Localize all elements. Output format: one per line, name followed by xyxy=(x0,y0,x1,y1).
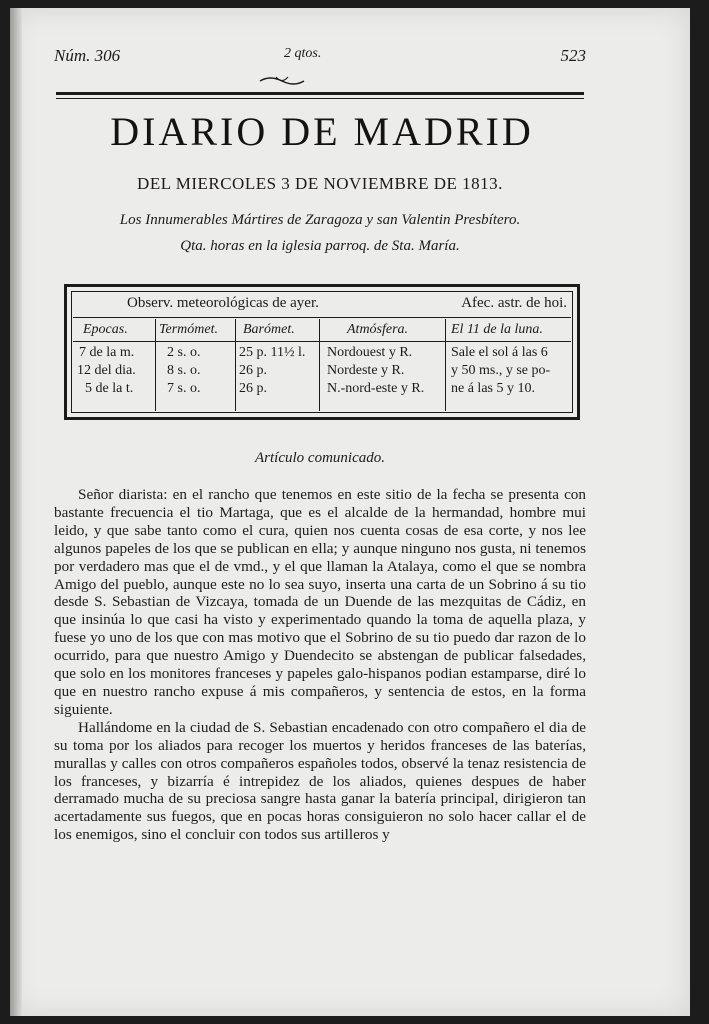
weather-cell: 25 p. 11½ l. xyxy=(239,345,306,360)
weather-cell: 7 de la m. xyxy=(79,345,135,360)
page-spine xyxy=(10,8,22,1016)
weather-cell: 26 p. xyxy=(239,363,267,378)
weather-cell: N.-nord-este y R. xyxy=(327,381,425,396)
weather-cell: Nordeste y R. xyxy=(327,363,405,378)
header-rule xyxy=(56,92,584,99)
weather-cell: 2 s. o. xyxy=(167,345,201,360)
astro-line: Sale el sol á las 6 xyxy=(451,345,548,360)
article-paragraph: Señor diarista: en el rancho que tenemos en este sitio de la fecha se presenta con bastante frecuencia el tio Martaga, que es el alcalde de la hermandad, hombre mui leido, y que sabe tanto como el cura, quien nos cuenta cosas de esa corte, y nos lee algunos papeles de los que se publican en ella; y aunque ninguno nos gusta, ni tenemos por verdadero mas que el de vmd., y el que llaman la Atalaya, como el que se nombra Amigo del pueblo, aunque este no lo sea suyo, inserta una carta de un Sobrino á su tio desde S. Sebastian de Vizcaya, tomada de un Duende de las mezquitas de Cádiz, en que insinúa lo que casi ha visto y experimentado quando la toma de aquella plaza, y fuese yo uno de los que con mas motivo que el Sobrino de su tio puedo dar razon de lo ocurrido, para que nuestro Amigo y Duendecito se abstengan de publicar falsedades, que solo en los monitores franceses y papeles galo-hispanos podian estamparse, diré lo que en nuestro rancho expuse á mis compañeros, y sentencia de estos, en la forma siguiente. xyxy=(54,486,586,718)
weather-cell: 7 s. o. xyxy=(167,381,201,396)
weather-table xyxy=(64,284,580,420)
issue-price: 2 qtos. xyxy=(284,46,322,61)
weather-col-divider xyxy=(319,319,320,411)
weather-col-divider xyxy=(235,319,236,411)
weather-col-divider xyxy=(155,319,156,411)
weather-header-epocas: Epocas. xyxy=(83,322,128,337)
weather-header-moon: El 11 de la luna. xyxy=(451,322,543,337)
weather-header-barometer: Barómet. xyxy=(243,322,295,337)
article-title: Artículo comunicado. xyxy=(255,450,385,466)
weather-header-thermometer: Termómet. xyxy=(159,322,218,337)
weather-table-title: Observ. meteorológicas de ayer. xyxy=(127,295,319,311)
page-header xyxy=(54,46,586,72)
saints-of-day: Los Innumerables Mártires de Zaragoza y san Valentin Presbítero. xyxy=(119,212,521,228)
weather-header-atmosphere: Atmósfera. xyxy=(347,322,409,337)
weather-cell: 5 de la t. xyxy=(85,381,134,396)
article-body xyxy=(54,486,586,844)
weather-rule-top xyxy=(73,317,571,318)
weather-cell: 26 p. xyxy=(239,381,267,396)
astro-line: ne á las 5 y 10. xyxy=(451,381,535,396)
forty-hours-notice: Qta. horas en la iglesia parroq. de Sta. María. xyxy=(180,238,460,254)
ornament-icon xyxy=(258,74,306,88)
newspaper-page xyxy=(10,8,690,1016)
weather-rule-head xyxy=(73,341,571,342)
weather-cell: 12 del dia. xyxy=(77,363,136,378)
weather-cell: 8 s. o. xyxy=(167,363,201,378)
astro-table-title: Afec. astr. de hoi. xyxy=(461,295,567,311)
dateline: DEL MIERCOLES 3 DE NOVIEMBRE DE 1813. xyxy=(137,174,503,193)
issue-number: Núm. 306 xyxy=(54,46,121,65)
masthead-title: DIARIO DE MADRID xyxy=(110,109,534,154)
weather-col-divider xyxy=(445,319,446,411)
page-number: 523 xyxy=(560,46,586,65)
astro-line: y 50 ms., y se po- xyxy=(451,363,551,378)
article-paragraph: Hallándome en la ciudad de S. Sebastian encadenado con otro compañero el dia de su toma por los aliados para recoger los muertos y heridos franceses de las baterías, murallas y calles con otros compañeros españoles todos, observé la tenaz resistencia de los franceses, y bizarría é intrepidez de los aliados, quienes despues de haber derramado mucha de su preciosa sangre hasta ganar la batería principal, dirigieron tan acertadamente sus fuegos, que en pocas horas consiguieron no solo hacer callar el de los enemigos, sino el concluir con todos sus artilleros y xyxy=(54,718,586,844)
weather-cell: Nordouest y R. xyxy=(327,345,413,360)
